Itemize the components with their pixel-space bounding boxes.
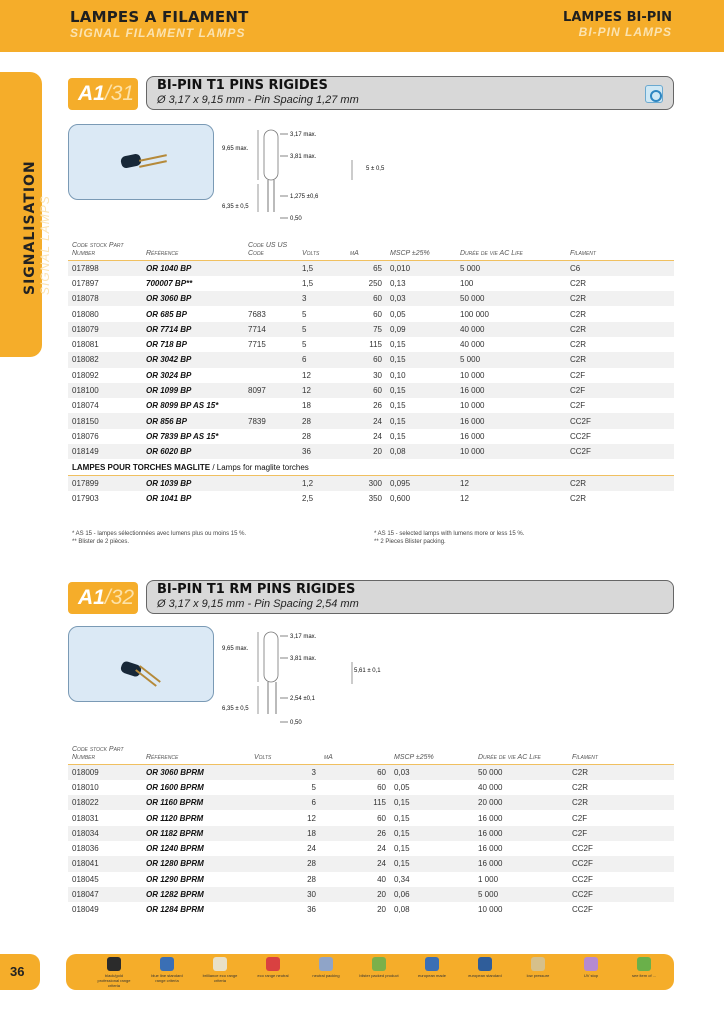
table-row xyxy=(68,306,674,321)
table-cell: 0,08 xyxy=(386,444,456,459)
table-cell: 16 000 xyxy=(474,826,568,841)
notes-fr: * AS 15 - lampes sélectionnées avec lumens plus ou moins 15 %. ** Blister de 2 pièces. xyxy=(72,531,247,545)
table-cell: 0,03 xyxy=(390,765,474,780)
table-cell xyxy=(244,291,298,306)
table-cell: CC2F xyxy=(566,444,674,459)
table-cell: 018047 xyxy=(68,887,142,902)
table-cell: 60 xyxy=(377,782,386,792)
table-cell: 16 000 xyxy=(474,856,568,871)
table-cell: OR 1290 BPRM xyxy=(146,874,204,884)
table-cell: 018034 xyxy=(68,826,142,841)
table-cell: 3 xyxy=(298,291,346,306)
table-row xyxy=(68,383,674,398)
section-a1-32-table xyxy=(68,746,674,917)
table-header: Code stock Part Number Référence Volts mA MSCP ±25% Durée de vie AC Life Filament xyxy=(68,746,674,765)
table-cell: 60 xyxy=(373,309,382,319)
table-row xyxy=(68,887,674,902)
table-cell: 0,600 xyxy=(390,493,411,503)
table-cell: 40 000 xyxy=(456,322,566,337)
table-row xyxy=(68,398,674,413)
section-subtitle: Ø 3,17 x 9,15 mm - Pin Spacing 2,54 mm xyxy=(157,598,359,610)
table-cell: 75 xyxy=(346,322,386,337)
table-cell: C6 xyxy=(566,261,674,276)
table-cell: 0,06 xyxy=(390,887,474,902)
table-cell: 60 xyxy=(346,383,386,398)
table-cell xyxy=(244,475,298,490)
table-cell: CC2F xyxy=(566,413,674,428)
table-cell: OR 1120 BPRM xyxy=(146,813,204,823)
table-cell xyxy=(244,444,298,459)
table-cell: C2R xyxy=(570,340,587,350)
table-row xyxy=(68,475,674,490)
table-cell: 24 xyxy=(320,856,390,871)
table-cell: 16 000 xyxy=(478,844,503,854)
table-row xyxy=(68,780,674,795)
table-cell: 8097 xyxy=(244,383,298,398)
table-cell: C2F xyxy=(566,383,674,398)
table-cell: 0,15 xyxy=(394,813,410,823)
table-cell: 5 000 xyxy=(456,261,566,276)
header-title-fr: LAMPES A FILAMENT xyxy=(70,8,249,26)
lamp-type-icon xyxy=(645,85,663,103)
table-cell: 3 xyxy=(250,765,320,780)
table-row xyxy=(68,826,674,841)
table-cell: 018100 xyxy=(68,383,142,398)
section-a1-32-header xyxy=(68,580,674,614)
table-cell: 60 xyxy=(346,352,386,367)
table-cell: 18 xyxy=(302,401,311,411)
table-cell: OR 1280 BPRM xyxy=(142,856,250,871)
table-cell: 0,05 xyxy=(394,782,410,792)
table-cell: 018082 xyxy=(68,352,142,367)
table-cell: 5 000 xyxy=(474,887,568,902)
table-cell: 0,13 xyxy=(390,278,406,288)
table-cell: OR 1282 BPRM xyxy=(142,887,250,902)
table-row xyxy=(68,368,674,383)
table-cell: 26 xyxy=(373,401,382,411)
table-header: Code stock Part Number Référence Code US US Code Volts mA MSCP ±25% Durée de vie AC Life Filament xyxy=(68,242,674,261)
table-cell: 018149 xyxy=(68,444,142,459)
table-cell: C2R xyxy=(566,352,674,367)
table-cell: 24 xyxy=(346,413,386,428)
legend-item xyxy=(359,957,399,978)
table-cell: 018074 xyxy=(72,401,99,411)
table-cell: 018078 xyxy=(68,291,142,306)
maglite-section-row xyxy=(68,459,674,475)
header-category-fr: LAMPES BI-PIN xyxy=(563,10,672,25)
table-cell: 250 xyxy=(368,278,382,288)
svg-text:9,65 max.: 9,65 max. xyxy=(222,146,249,152)
table-cell: 1,5 xyxy=(298,261,346,276)
table-cell: 115 xyxy=(369,340,382,350)
section-code: A1/32 xyxy=(68,582,138,614)
legend-item xyxy=(253,957,293,978)
legend-item xyxy=(147,957,187,983)
table-row xyxy=(68,337,674,352)
table-cell: 018045 xyxy=(72,874,99,884)
table-cell: 0,15 xyxy=(394,844,410,854)
table-cell: 300 xyxy=(346,475,386,490)
legend-label: european standard xyxy=(468,973,502,978)
table-cell: 24 xyxy=(373,431,382,441)
table-cell: C2R xyxy=(566,322,674,337)
table-cell: 0,05 xyxy=(390,309,406,319)
table-cell: OR 856 BP xyxy=(142,413,244,428)
svg-text:0,50: 0,50 xyxy=(290,216,302,222)
legend-icon xyxy=(266,957,280,971)
table-cell: 1,2 xyxy=(298,475,346,490)
table-cell: 7839 xyxy=(244,413,298,428)
legend-label: european made xyxy=(417,973,447,978)
legend-icon xyxy=(478,957,492,971)
svg-text:1,275 ±0,6: 1,275 ±0,6 xyxy=(290,194,319,200)
table-cell: 18 xyxy=(250,826,320,841)
table-cell: 12 xyxy=(307,813,316,823)
table-cell: C2R xyxy=(568,795,674,810)
table-cell: 10 000 xyxy=(460,401,485,411)
table-cell: 0,010 xyxy=(386,261,456,276)
table-cell: 12 xyxy=(460,493,469,503)
table-cell: OR 1182 BPRM xyxy=(142,826,250,841)
table-cell: 0,15 xyxy=(390,826,474,841)
table-row xyxy=(68,429,674,444)
table-cell: 018036 xyxy=(72,844,99,854)
table-cell: C2R xyxy=(566,475,674,490)
table-cell: C2R xyxy=(566,291,674,306)
table-cell: 5 xyxy=(298,322,346,337)
table-cell xyxy=(244,429,298,444)
table-cell: 0,15 xyxy=(390,431,406,441)
table-cell: C2R xyxy=(570,493,587,503)
table-cell xyxy=(244,398,298,413)
legend-icon xyxy=(425,957,439,971)
table-cell: OR 3060 BPRM xyxy=(142,765,250,780)
svg-text:9,65 max.: 9,65 max. xyxy=(222,646,249,652)
table-row xyxy=(68,856,674,871)
section-code: A1/31 xyxy=(68,78,138,110)
table-cell: C2R xyxy=(570,278,587,288)
table-cell: 0,08 xyxy=(394,905,410,915)
table-cell: 28 xyxy=(302,431,311,441)
table-cell: 16 000 xyxy=(456,413,566,428)
table-cell: 16 000 xyxy=(460,431,485,441)
page-header xyxy=(0,0,724,52)
svg-text:3,81 max.: 3,81 max. xyxy=(290,154,317,160)
svg-text:3,17 max.: 3,17 max. xyxy=(290,634,317,640)
legend-label: neutral packing xyxy=(312,973,340,978)
table-cell: 018010 xyxy=(72,782,99,792)
bulb-image xyxy=(120,660,143,678)
table-cell: 28 xyxy=(250,856,320,871)
table-cell: 018009 xyxy=(68,765,142,780)
table-cell: 017897 xyxy=(72,278,99,288)
table-cell: 7714 xyxy=(244,322,298,337)
table-cell: 5 xyxy=(311,782,316,792)
notes-en: * AS 15 - selected lamps with lumens more or less 15 %. ** 2 Pieces Blister packing. xyxy=(374,531,525,545)
table-cell: 50 000 xyxy=(456,291,566,306)
table-cell: 017899 xyxy=(68,475,142,490)
table-cell xyxy=(244,352,298,367)
table-cell: 0,15 xyxy=(390,340,406,350)
legend-item xyxy=(306,957,346,978)
table-cell: 6 xyxy=(250,795,320,810)
table-cell: OR 1284 BPRM xyxy=(146,905,204,915)
table-cell: 40 xyxy=(377,874,386,884)
table-cell: 018092 xyxy=(72,370,99,380)
legend-label: eco range neutral xyxy=(257,973,289,978)
table-cell: 24 xyxy=(307,844,316,854)
page-number: 36 xyxy=(10,964,25,979)
table-cell: 24 xyxy=(377,844,386,854)
table-cell: 26 xyxy=(320,826,390,841)
table-cell: 10 000 xyxy=(478,905,503,915)
table-cell: OR 1160 BPRM xyxy=(142,795,250,810)
legend-icon xyxy=(531,957,545,971)
product-photo xyxy=(68,626,214,702)
product-photo xyxy=(68,124,214,200)
legend-icon xyxy=(160,957,174,971)
legend-label: UV stop xyxy=(583,973,599,978)
side-tab-label xyxy=(22,160,52,295)
legend-item xyxy=(624,957,664,978)
table-cell: 60 xyxy=(377,813,386,823)
table-cell: 20 xyxy=(320,887,390,902)
svg-text:6,35 ± 0,5: 6,35 ± 0,5 xyxy=(222,204,249,210)
table-row xyxy=(68,352,674,367)
legend-label: see item of ... xyxy=(631,973,656,978)
table-cell: 2,5 xyxy=(302,493,314,503)
table-cell: 10 000 xyxy=(456,444,566,459)
table-cell: OR 8099 BP AS 15* xyxy=(146,401,219,411)
table-cell: 0,34 xyxy=(394,874,410,884)
table-row xyxy=(68,444,674,459)
table-cell: 5 xyxy=(302,340,307,350)
table-cell: OR 1040 BP xyxy=(142,261,244,276)
table-cell: CC2F xyxy=(572,905,593,915)
table-cell: 28 xyxy=(307,874,316,884)
table-cell: CC2F xyxy=(570,431,591,441)
table-cell xyxy=(244,368,298,383)
table-cell: OR 1099 BP xyxy=(142,383,244,398)
maglite-subtitle: / Lamps for maglite torches xyxy=(210,462,309,472)
svg-text:5,61 ± 0,1: 5,61 ± 0,1 xyxy=(354,668,381,674)
svg-text:2,54 ±0,1: 2,54 ±0,1 xyxy=(290,696,315,702)
legend-item xyxy=(412,957,452,978)
section-a1-31-table xyxy=(68,242,674,506)
maglite-title: LAMPES POUR TORCHES MAGLITE xyxy=(72,462,211,472)
svg-text:3,81 max.: 3,81 max. xyxy=(290,656,317,662)
table-cell: 40 000 xyxy=(460,340,485,350)
section-title-box xyxy=(146,580,674,614)
table-cell: 0,10 xyxy=(390,370,406,380)
table-row xyxy=(68,795,674,810)
side-tab-en: SIGNAL LAMPS xyxy=(38,195,52,295)
table-cell: 16 000 xyxy=(456,383,566,398)
table-cell: 30 xyxy=(250,887,320,902)
table-cell: 5 000 xyxy=(456,352,566,367)
legend-icon xyxy=(213,957,227,971)
table-cell: 018049 xyxy=(72,905,99,915)
table-cell: 018076 xyxy=(72,431,99,441)
table-cell: OR 7714 BP xyxy=(142,322,244,337)
table-cell: 65 xyxy=(346,261,386,276)
table-cell: C2F xyxy=(568,826,674,841)
table-cell xyxy=(244,261,298,276)
table-cell: 16 000 xyxy=(478,813,503,823)
section-subtitle: Ø 3,17 x 9,15 mm - Pin Spacing 1,27 mm xyxy=(157,94,359,106)
table-cell: 0,03 xyxy=(386,291,456,306)
table-row xyxy=(68,276,674,291)
table-cell: CC2F xyxy=(568,887,674,902)
table-cell: 018150 xyxy=(68,413,142,428)
table-cell: 60 xyxy=(346,291,386,306)
table-cell: 0,15 xyxy=(390,795,474,810)
table-cell: 018081 xyxy=(72,340,99,350)
section-title-box xyxy=(146,76,674,110)
section-title: BI-PIN T1 RM PINS RIGIDES xyxy=(157,582,356,597)
table-cell: 6 xyxy=(298,352,346,367)
legend-item xyxy=(200,957,240,983)
table-cell: 28 xyxy=(298,413,346,428)
legend-label: brilliance eco range criteria xyxy=(202,973,238,983)
legend-item xyxy=(94,957,134,988)
table-row xyxy=(68,810,674,825)
legend-icon xyxy=(584,957,598,971)
table-cell: 0,15 xyxy=(386,352,456,367)
table-cell: OR 1039 BP xyxy=(142,475,244,490)
table-row xyxy=(68,902,674,917)
legend-icon xyxy=(637,957,651,971)
table-cell: CC2F xyxy=(572,844,593,854)
table-cell: C2R xyxy=(572,782,589,792)
legend-icon xyxy=(372,957,386,971)
table-cell xyxy=(244,276,298,291)
legend-label: blister packed product xyxy=(359,973,399,978)
table-cell: 700007 BP** xyxy=(146,278,193,288)
table-cell: CC2F xyxy=(568,856,674,871)
table-cell: 100 xyxy=(460,278,474,288)
table-cell: 100 000 xyxy=(460,309,489,319)
dimension-drawing xyxy=(218,626,398,732)
table-cell: 018041 xyxy=(68,856,142,871)
table-cell: 1,5 xyxy=(302,278,314,288)
table-cell: 0,15 xyxy=(390,401,406,411)
table-cell: OR 7839 BP AS 15* xyxy=(146,431,219,441)
table-cell: 017898 xyxy=(68,261,142,276)
side-tab-fr: SIGNALISATION xyxy=(22,160,38,295)
table-cell: 5 xyxy=(302,309,307,319)
legend-item xyxy=(518,957,558,978)
table-cell: 018031 xyxy=(72,813,99,823)
table-cell: 018022 xyxy=(68,795,142,810)
table-cell: CC2F xyxy=(572,874,593,884)
legend-icon xyxy=(319,957,333,971)
table-cell: 20 xyxy=(377,905,386,915)
table-cell: OR 3024 BP xyxy=(146,370,192,380)
table-cell: OR 685 BP xyxy=(146,309,187,319)
table-cell: 7683 xyxy=(248,309,266,319)
header-category-en: BI-PIN LAMPS xyxy=(578,25,672,39)
table-row xyxy=(68,413,674,428)
svg-text:3,17 max.: 3,17 max. xyxy=(290,132,317,138)
table-cell: OR 1600 BPRM xyxy=(146,782,204,792)
table-cell: 350 xyxy=(368,493,382,503)
table-cell: OR 3060 BP xyxy=(142,291,244,306)
legend-item xyxy=(465,957,505,978)
table-cell: 018079 xyxy=(68,322,142,337)
legend-label: low pressure xyxy=(526,973,550,978)
table-cell: 1 000 xyxy=(478,874,499,884)
table-cell: OR 1240 BPRM xyxy=(146,844,204,854)
table-cell: OR 1041 BP xyxy=(146,493,192,503)
section-title: BI-PIN T1 PINS RIGIDES xyxy=(157,78,328,93)
table-cell: 7715 xyxy=(248,340,266,350)
legend-label: black/gold professional range criteria xyxy=(97,973,131,988)
table-row xyxy=(68,291,674,306)
table-cell: OR 3042 BP xyxy=(142,352,244,367)
section-a1-31-header xyxy=(68,76,674,110)
table-cell: 50 000 xyxy=(474,765,568,780)
table-row xyxy=(68,841,674,856)
table-cell: C2F xyxy=(572,813,588,823)
table-cell: 12 xyxy=(456,475,566,490)
dimension-drawing xyxy=(218,124,398,230)
table-cell: 0,095 xyxy=(386,475,456,490)
table-row xyxy=(68,491,674,506)
table-cell: 12 xyxy=(302,370,311,380)
table-cell: OR 718 BP xyxy=(146,340,187,350)
table-row xyxy=(68,261,674,276)
table-cell: C2R xyxy=(570,309,587,319)
legend-footer xyxy=(66,954,674,990)
header-title-en: SIGNAL FILAMENT LAMPS xyxy=(70,26,246,40)
table-row xyxy=(68,765,674,780)
table-cell: 0,15 xyxy=(390,856,474,871)
table-cell: 0,15 xyxy=(386,383,456,398)
table-cell: 017903 xyxy=(72,493,99,503)
table-cell: 40 000 xyxy=(478,782,503,792)
table-cell: OR 6020 BP xyxy=(142,444,244,459)
svg-text:5 ± 0,5: 5 ± 0,5 xyxy=(366,166,385,172)
table-cell: 018080 xyxy=(72,309,99,319)
table-cell: 0,15 xyxy=(386,413,456,428)
table-cell: C2F xyxy=(570,401,586,411)
page-number-tab xyxy=(0,954,40,990)
table-cell: 60 xyxy=(320,765,390,780)
table-cell: 0,09 xyxy=(386,322,456,337)
table-cell: 36 xyxy=(298,444,346,459)
table-cell: 12 xyxy=(298,383,346,398)
table-cell: 115 xyxy=(320,795,390,810)
table-cell: 20 000 xyxy=(474,795,568,810)
legend-label: blue line standard range criteria xyxy=(151,973,183,983)
svg-text:0,50: 0,50 xyxy=(290,720,302,726)
table-row xyxy=(68,322,674,337)
table-cell: 36 xyxy=(307,905,316,915)
table-cell: C2R xyxy=(568,765,674,780)
legend-item xyxy=(571,957,611,978)
table-row xyxy=(68,872,674,887)
legend-icon xyxy=(107,957,121,971)
table-cell: 30 xyxy=(373,370,382,380)
table-cell xyxy=(244,491,298,506)
table-cell: 10 000 xyxy=(460,370,485,380)
table-cell: 20 xyxy=(346,444,386,459)
table-cell: C2F xyxy=(570,370,586,380)
svg-text:6,35 ± 0,5: 6,35 ± 0,5 xyxy=(222,706,249,712)
